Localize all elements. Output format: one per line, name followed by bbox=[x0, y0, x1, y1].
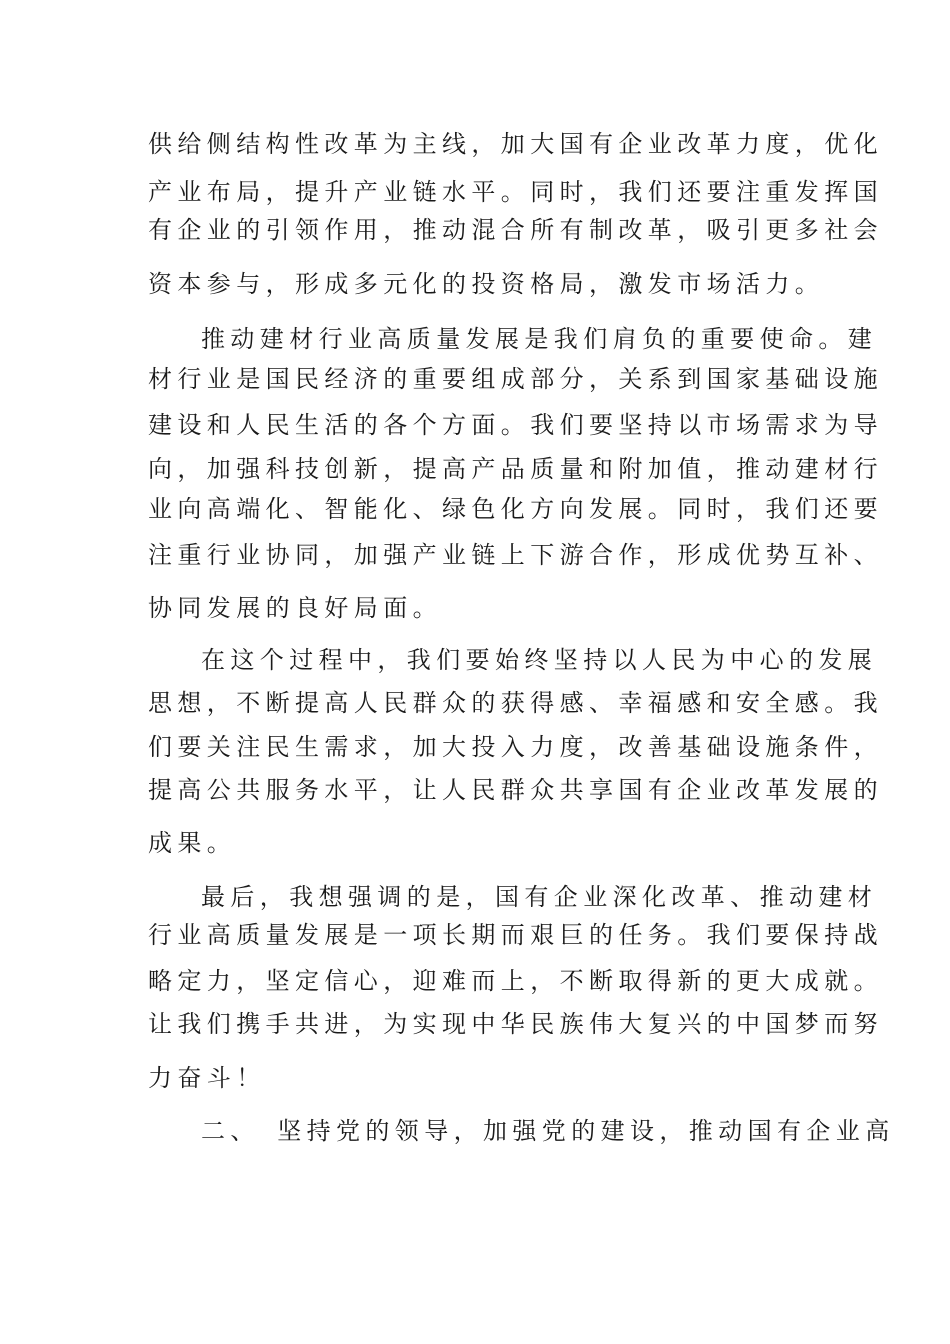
text-line: 产业布局，提升产业链水平。同时，我们还要注重发挥国 bbox=[148, 178, 883, 206]
section-heading: 二、 坚持党的领导，加强党的建设，推动国有企业高 bbox=[201, 1117, 895, 1145]
text-line: 有企业的引领作用，推动混合所有制改革，吸引更多社会 bbox=[148, 216, 883, 244]
text-line: 注重行业协同，加强产业链上下游合作，形成优势互补、 bbox=[148, 541, 883, 569]
text-line: 向，加强科技创新，提高产品质量和附加值，推动建材行 bbox=[148, 455, 883, 483]
text-line: 思想，不断提高人民群众的获得感、幸福感和安全感。我 bbox=[148, 689, 883, 717]
text-line: 供给侧结构性改革为主线，加大国有企业改革力度，优化 bbox=[148, 130, 883, 158]
text-line: 资本参与，形成多元化的投资格局，激发市场活力。 bbox=[148, 270, 825, 298]
text-line: 们要关注民生需求，加大投入力度，改善基础设施条件， bbox=[148, 733, 883, 761]
text-line: 力奋斗！ bbox=[148, 1064, 266, 1092]
text-line: 建设和人民生活的各个方面。我们要坚持以市场需求为导 bbox=[148, 411, 883, 439]
paragraph-first-line: 推动建材行业高质量发展是我们肩负的重要使命。建 bbox=[201, 325, 878, 353]
text-line: 略定力，坚定信心，迎难而上，不断取得新的更大成就。 bbox=[148, 967, 883, 995]
text-line: 业向高端化、智能化、绿色化方向发展。同时，我们还要 bbox=[148, 495, 883, 523]
text-line: 材行业是国民经济的重要组成部分，关系到国家基础设施 bbox=[148, 365, 883, 393]
text-line: 让我们携手共进，为实现中华民族伟大复兴的中国梦而努 bbox=[148, 1010, 883, 1038]
text-line: 提高公共服务水平，让人民群众共享国有企业改革发展的 bbox=[148, 776, 883, 804]
text-line: 行业高质量发展是一项长期而艰巨的任务。我们要保持战 bbox=[148, 921, 883, 949]
text-line: 成果。 bbox=[148, 829, 237, 857]
paragraph-first-line: 最后，我想强调的是，国有企业深化改革、推动建材 bbox=[201, 883, 878, 911]
paragraph-first-line: 在这个过程中，我们要始终坚持以人民为中心的发展 bbox=[201, 646, 878, 674]
text-line: 协同发展的良好局面。 bbox=[148, 594, 442, 622]
